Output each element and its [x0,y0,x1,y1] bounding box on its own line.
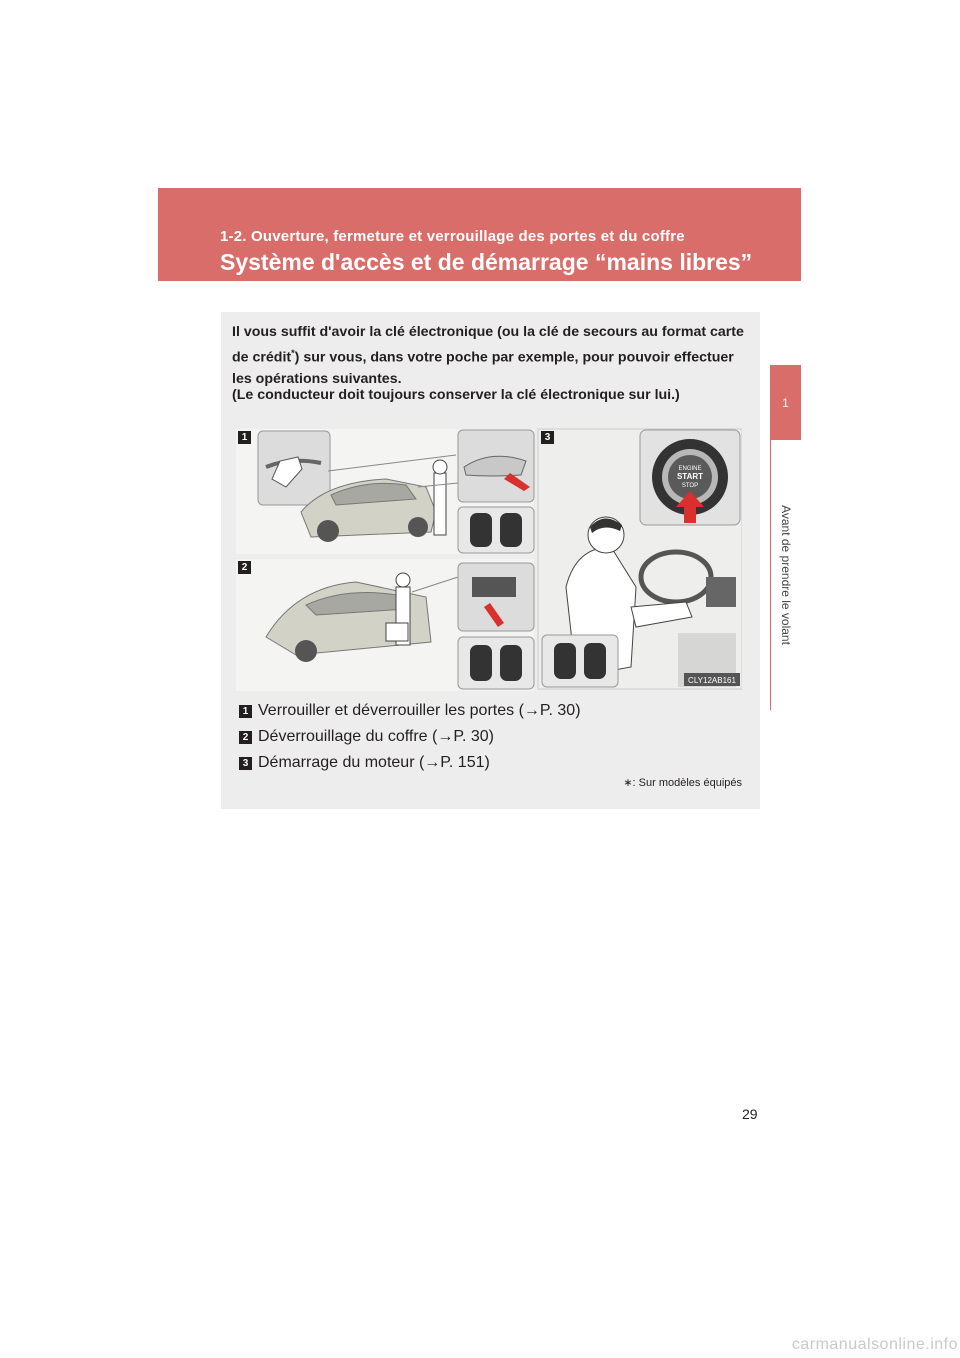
intro-footnote-star: * [291,348,295,358]
illustration-drawing [236,427,742,691]
figure-badge-1: 1 [238,431,251,444]
intro-note: (Le conducteur doit toujours conserver la clé électronique sur lui.) [232,387,680,403]
list-item [239,750,749,776]
intro-part-1: Il vous suffit d'avoir la clé électronique (ou la clé de secours au format carte de crédit [232,324,744,366]
chapter-tab [770,365,801,440]
list-item [239,724,749,750]
page-number: 29 [742,1106,758,1122]
figure-badge-3: 3 [541,431,554,444]
engine-button-text-2: START [676,472,704,481]
item-text: Déverrouillage du coffre (→P. 30) [258,728,494,745]
figure-code: CLY12AB161 [688,676,736,685]
page-title: Système d'accès et de démarrage “mains libres” [220,249,753,275]
chapter-tab-caption: Avant de prendre le volant [779,505,793,645]
item-text: Démarrage du moteur (→P. 151) [258,754,490,771]
panel-trunk-unlock [236,559,534,691]
engine-button-text-1: ENGINE [678,466,702,472]
content-box [221,312,760,809]
panel-engine-start [538,429,742,689]
panel-door-unlock [236,429,534,554]
item-list [239,698,749,776]
illustration [236,427,742,691]
item-badge: 1 [239,705,252,718]
figure-badge-2: 2 [238,561,251,574]
chapter-header-band [158,188,801,281]
watermark: carmanualsonline.info [791,1336,958,1353]
engine-button-text-3: STOP [681,483,699,489]
chapter-tab-rule [770,440,771,710]
intro-part-2: ) sur vous, dans votre poche par exemple, pour pouvoir effectuer les opérations suivantes. [232,349,734,387]
footnote: ∗: Sur modèles équipés [623,777,742,789]
chapter-tab-number: 1 [782,395,789,410]
intro-text [232,322,757,390]
item-text: Verrouiller et déverrouiller les portes (→P. 30) [258,702,581,719]
list-item [239,698,749,724]
item-badge: 3 [239,757,252,770]
section-label: 1-2. Ouverture, fermeture et verrouillage des portes et du coffre [220,228,685,245]
item-badge: 2 [239,731,252,744]
